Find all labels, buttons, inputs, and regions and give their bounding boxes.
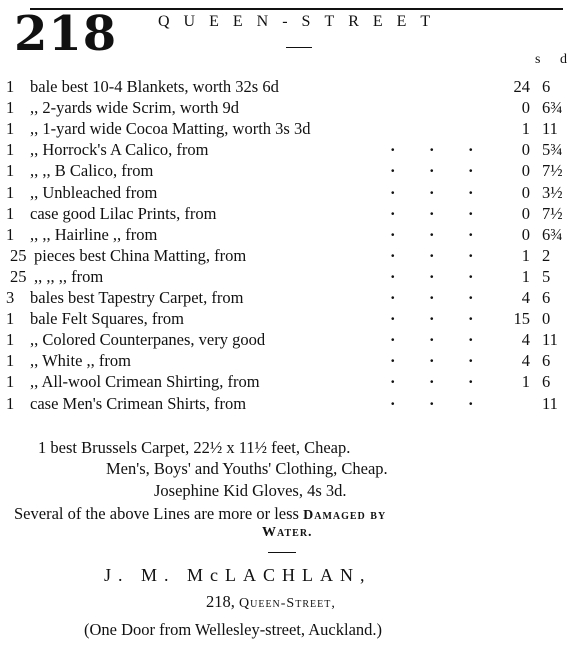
item-description: ,, Unbleached from	[30, 182, 158, 202]
item-pence: 3½	[542, 182, 563, 202]
item-shillings: 0	[521, 140, 530, 160]
leader-dot: ·	[429, 266, 435, 286]
item-shillings: 4	[521, 351, 530, 371]
list-item	[0, 330, 577, 352]
item-pence: 5¾	[542, 140, 563, 160]
leader-dot: ·	[390, 224, 396, 244]
heading-underline	[286, 47, 312, 48]
item-pence: 6	[542, 77, 551, 96]
street-number: 218	[14, 6, 118, 62]
leader-dot: ·	[390, 245, 396, 265]
item-quantity: 1	[6, 224, 15, 244]
item-quantity: 25	[10, 266, 27, 286]
shillings-column-header: s	[535, 52, 541, 67]
item-description: pieces best China Matting, from	[34, 245, 247, 265]
leader-dot: ·	[390, 351, 396, 371]
merchant-address	[206, 592, 336, 612]
item-description: ,, ,, B Calico, from	[30, 161, 154, 181]
leader-dot: ·	[468, 266, 474, 286]
damaged-notice-water: Water.	[262, 525, 313, 540]
item-shillings: 1	[521, 119, 530, 139]
list-item	[0, 140, 577, 162]
list-item	[0, 77, 577, 99]
item-quantity: 1	[6, 309, 15, 329]
item-description: ,, 2-yards wide Scrim, worth 9d	[30, 98, 239, 118]
item-description: case Men's Crimean Shirts, from	[30, 393, 247, 413]
leader-dot: ·	[468, 203, 474, 223]
leader-dot: ·	[390, 266, 396, 286]
leader-dot: ·	[468, 351, 474, 371]
leader-dot: ·	[468, 330, 474, 350]
item-pence: 6¾	[542, 98, 563, 118]
item-quantity: 1	[6, 140, 15, 160]
item-shillings: 4	[521, 288, 530, 307]
item-quantity: 1	[6, 372, 15, 392]
item-pence: 11	[542, 330, 558, 350]
item-shillings: 24	[513, 77, 530, 96]
damaged-notice-text: Several of the above Lines are more or less	[14, 504, 299, 523]
list-item	[0, 98, 577, 120]
item-shillings: 0	[521, 203, 530, 223]
item-pence: 6¾	[542, 224, 563, 244]
leader-dot: ·	[468, 161, 474, 181]
item-pence: 5	[542, 266, 551, 286]
leader-dot: ·	[429, 203, 435, 223]
item-description: ,, ,, Hairline ,, from	[30, 224, 158, 244]
item-quantity: 1	[6, 77, 15, 96]
list-item	[0, 351, 577, 373]
leader-dot: ·	[429, 182, 435, 202]
item-pence: 11	[542, 119, 558, 139]
item-shillings: 1	[521, 372, 530, 392]
leader-dot: ·	[390, 161, 396, 181]
item-quantity: 1	[6, 330, 15, 350]
item-quantity: 3	[6, 288, 15, 307]
item-shillings: 1	[521, 266, 530, 286]
leader-dot: ·	[390, 372, 396, 392]
leader-dot: ·	[468, 309, 474, 329]
leader-dot: ·	[390, 140, 396, 160]
leader-dot: ·	[429, 351, 435, 371]
item-pence: 6	[542, 351, 551, 371]
item-description: ,, Colored Counterpanes, very good	[30, 330, 266, 350]
address-number: 218,	[206, 592, 235, 611]
list-item	[0, 267, 577, 289]
item-shillings: 0	[521, 161, 530, 181]
item-shillings: 0	[521, 224, 530, 244]
pence-column-header: d	[560, 52, 567, 67]
list-item	[0, 288, 577, 310]
leader-dot: ·	[468, 372, 474, 392]
list-item	[0, 394, 577, 416]
leader-dot: ·	[390, 288, 396, 307]
item-shillings: 0	[521, 98, 530, 118]
location-note: (One Door from Wellesley-street, Auckland.)	[84, 620, 383, 639]
list-item	[0, 246, 577, 268]
list-item	[0, 204, 577, 226]
leader-dot: ·	[390, 182, 396, 202]
leader-dot: ·	[429, 309, 435, 329]
damaged-notice	[14, 504, 386, 524]
item-quantity: 1	[6, 351, 15, 371]
list-item	[0, 309, 577, 331]
damaged-notice-caps: Damaged by	[303, 508, 387, 523]
item-shillings: 4	[521, 330, 530, 350]
item-quantity: 25	[10, 245, 27, 265]
item-quantity: 1	[6, 98, 15, 118]
item-description: ,, All-wool Crimean Shirting, from	[30, 372, 260, 392]
leader-dot: ·	[429, 161, 435, 181]
list-item	[0, 372, 577, 394]
leader-dot: ·	[390, 309, 396, 329]
leader-dot: ·	[429, 393, 435, 413]
item-pence: 0	[542, 309, 551, 329]
item-description: ,, Horrock's A Calico, from	[30, 140, 209, 160]
item-quantity: 1	[6, 161, 15, 181]
leader-dot: ·	[390, 393, 396, 413]
separator-dash	[268, 552, 296, 553]
merchant-name: J. M. McLACHLAN,	[104, 565, 372, 585]
street-heading: QUEEN-STREET	[158, 13, 445, 30]
item-quantity: 1	[6, 393, 15, 413]
leader-dot: ·	[429, 288, 435, 307]
item-description: ,, ,, ,, from	[34, 266, 104, 286]
leader-dot: ·	[429, 224, 435, 244]
item-quantity: 1	[6, 182, 15, 202]
item-pence: 2	[542, 245, 551, 265]
item-quantity: 1	[6, 203, 15, 223]
address-street: Queen-Street,	[239, 596, 336, 611]
carpet-line: 1 best Brussels Carpet, 22½ x 11½ feet, Cheap.	[38, 438, 351, 457]
leader-dot: ·	[429, 140, 435, 160]
leader-dot: ·	[429, 245, 435, 265]
item-description: ,, White ,, from	[30, 351, 131, 371]
leader-dot: ·	[429, 372, 435, 392]
leader-dot: ·	[429, 330, 435, 350]
leader-dot: ·	[390, 330, 396, 350]
list-item	[0, 183, 577, 205]
item-quantity: 1	[6, 119, 15, 139]
item-shillings: 0	[521, 182, 530, 202]
leader-dot: ·	[468, 182, 474, 202]
list-item	[0, 225, 577, 247]
leader-dot: ·	[468, 224, 474, 244]
item-pence: 6	[542, 372, 551, 392]
item-description: bale best 10-4 Blankets, worth 32s 6d	[30, 77, 279, 96]
item-description: ,, 1-yard wide Cocoa Matting, worth 3s 3d	[30, 119, 311, 139]
item-pence: 11	[542, 393, 558, 413]
item-description: bale Felt Squares, from	[30, 309, 184, 329]
leader-dot: ·	[390, 203, 396, 223]
item-shillings: 1	[521, 245, 530, 265]
item-shillings: 15	[513, 309, 530, 329]
clothing-line: Men's, Boys' and Youths' Clothing, Cheap.	[106, 459, 388, 478]
leader-dot: ·	[468, 245, 474, 265]
list-item	[0, 161, 577, 183]
item-pence: 6	[542, 288, 551, 307]
leader-dot: ·	[468, 288, 474, 307]
item-description: bales best Tapestry Carpet, from	[30, 288, 244, 307]
leader-dot: ·	[468, 140, 474, 160]
gloves-line: Josephine Kid Gloves, 4s 3d.	[154, 481, 347, 500]
leader-dot: ·	[468, 393, 474, 413]
item-pence: 7½	[542, 203, 563, 223]
item-description: case good Lilac Prints, from	[30, 203, 217, 223]
list-item	[0, 119, 577, 141]
item-pence: 7½	[542, 161, 563, 181]
